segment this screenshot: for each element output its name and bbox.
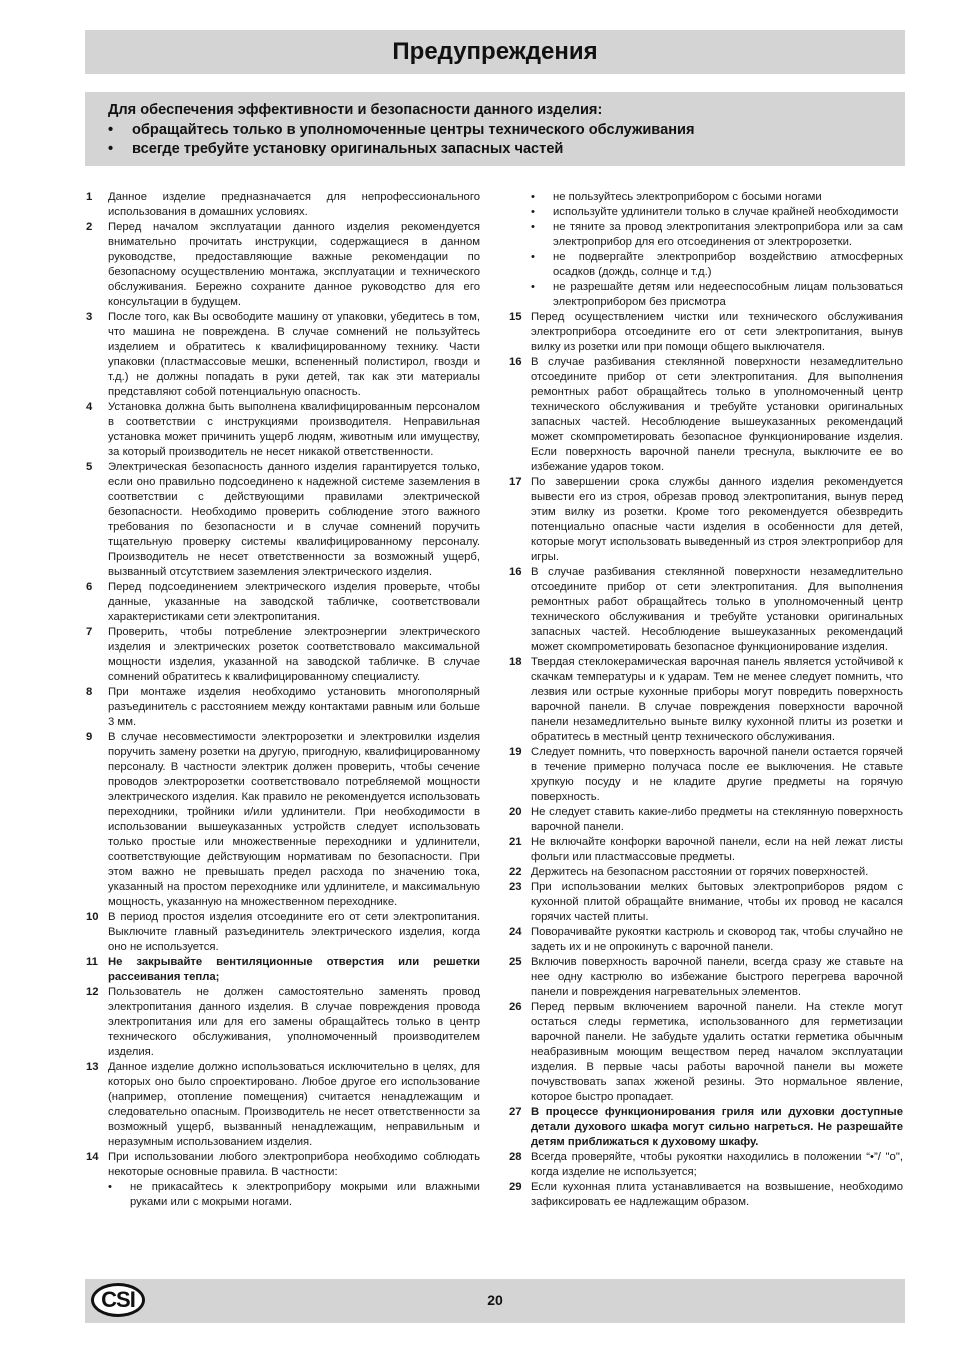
item-text: Включив поверхность варочной панели, всегда сразу же ставьте на нее одну кастрюлю во избежание быстрого перегрева варочной панели и повреждения нагревательных элементов. <box>531 956 903 998</box>
rule-bullet <box>531 280 903 310</box>
rule-bullet <box>531 250 903 280</box>
item-number: 28 <box>509 1151 522 1163</box>
warning-item <box>509 1105 903 1150</box>
right-column <box>509 190 903 1210</box>
warning-item <box>86 1060 480 1150</box>
item-number: 7 <box>86 626 93 638</box>
left-column <box>86 190 480 1210</box>
item-text: Не включайте конфорки варочной панели, если на ней лежат листы фольги или пластмассовые предметы. <box>531 836 903 863</box>
item-number: 20 <box>509 806 522 818</box>
warning-item <box>509 355 903 475</box>
item-number: 5 <box>86 461 93 473</box>
warning-item <box>86 310 480 400</box>
warning-item <box>86 1150 480 1180</box>
logo-text: CSI <box>101 1287 135 1312</box>
item-text: Перед началом эксплуатации данного изделия рекомендуется внимательно прочитать инструкции, содержащиеся в данном руководстве, предоставляющие важные рекомендации по безопасному осуществлению монтажа, эксплуатации и технического обслуживания. Бережно сохраните данное руководство для его консультации в будущем. <box>108 221 480 308</box>
rule-bullet <box>531 220 903 250</box>
item-text: В случае разбивания стеклянной поверхности незамедлительно отсоедините прибор от сети электропитания. Для выполнения ремонтных работ обращайтесь только в уполномоченный центр технического обслуживания и требуйте установки оригинальных запасных частей. Несоблюдение вышеуказанных рекомендаций может скомпрометировать безопасное функционирование изделия. Если поверхность варочной панели треснула, выключите ее во избежание ударов током. <box>531 356 903 473</box>
warning-item <box>86 460 480 580</box>
item-text: Данное изделие предназначается для непрофессионального использования в домашних условиях. <box>108 191 480 218</box>
page-number: 20 <box>487 1292 503 1308</box>
item-number: 12 <box>86 986 99 998</box>
warning-item <box>86 685 480 730</box>
warning-item <box>86 400 480 460</box>
warning-item <box>86 220 480 310</box>
item-text: При монтаже изделия необходимо установить многополярный разъединитель с расстоянием между контактами равным или больше 3 мм. <box>108 686 480 728</box>
item-number: 27 <box>509 1106 522 1118</box>
item-number: 26 <box>509 1001 522 1013</box>
warning-item <box>509 565 903 655</box>
item-text: В случае несовместимости электророзетки и электровилки изделия поручить замену розетки на другую, пригодную, квалифицированному персоналу. В частности электрик должен проверить, чтобы сечение проводов электророзетки соответствовало потребляемой мощности электрического изделия. Как правило не рекомендуется использовать переходники, тройники и/или удлинители. При необходимости в использовании вышеуказанных устройств следует использовать только простые или множественные переходники и удлинители, соответствующие действующим нормативам по безопасности. При этом важно не превышать предел расхода по значению тока, указанный на простом переходнике или удлинителе, и максимальную мощность, указанную на множественном переходнике. <box>108 731 480 908</box>
bullet-icon: • <box>108 141 114 157</box>
bullet-icon: • <box>108 121 114 138</box>
warning-item <box>509 835 903 865</box>
footer-bar <box>85 1279 905 1323</box>
item-number: 23 <box>509 881 522 893</box>
item-text: Установка должна быть выполнена квалифицированным персоналом в соответствии с инструкциями производителя. Неправильная установка может причинить ущерб людям, животным или имуществу, за который производитель не несет никакой ответственности. <box>108 401 480 458</box>
item-number: 4 <box>86 401 93 413</box>
item-number: 16 <box>509 566 522 578</box>
banner-bullet-text: обращайтесь только в уполномоченные центры технического обслуживания <box>132 121 695 138</box>
bullet-text: не пользуйтесь электроприбором с босыми ногами <box>553 191 822 203</box>
item-text: Держитесь на безопасном расстоянии от горячих поверхностей. <box>531 866 869 878</box>
item-text: В период простоя изделия отсоедините его от сети электропитания. Выключите главный разъединитель электрического изделия, когда оно не используется. <box>108 911 480 953</box>
warning-item <box>86 910 480 955</box>
title-bar <box>85 30 905 74</box>
warning-item <box>509 745 903 805</box>
banner-bullet-text: всегде требуйте установку оригинальных запасных частей <box>132 141 564 157</box>
item-text: Перед первым включением варочной панели. На стекле могут остаться следы герметика, использованного для герметизации варочной панели. Не забудьте удалить остатки герметика обычным неабразивным моющим веществом перед началом эксплуатации изделия. В первые часы работы варочной панели вы можете почувствовать запах жженой резины. Это нормальное явление, которое быстро пропадает. <box>531 1001 903 1103</box>
item-text: Не следует ставить какие-либо предметы на стеклянную поверхность варочной панели. <box>531 806 903 833</box>
bullet-text: не прикасайтесь к электроприбору мокрыми или влажными руками или с мокрыми ногами. <box>130 1181 480 1208</box>
item-text: Твердая стеклокерамическая варочная панель является устойчивой к скачкам температуры и к ударам. Тем не менее следует помнить, что лезвия или острые кухонные приборы могут повредить поверхность варочной панели. В случае повреждения поверхности варочной панели незамедлительно выньте вилку кухонной плиты из розетки и обратитесь в местный центр технического обслуживания. <box>531 656 903 743</box>
banner-bullet <box>108 140 905 160</box>
item-text: В процессе функционирования гриля или духовки доступные детали духового шкафа могут сильно нагреться. Не разрешайте детям приближаться к духовому шкафу. <box>531 1106 903 1148</box>
warning-item <box>509 880 903 925</box>
warning-item <box>509 1150 903 1180</box>
item-number: 29 <box>509 1181 522 1193</box>
bullet-icon: • <box>531 206 535 218</box>
bullet-icon: • <box>108 1181 112 1193</box>
item-text: При использовании мелких бытовых электроприборов рядом с кухонной плитой обращайте внимание, чтобы их провод не касался горячих частей плиты. <box>531 881 903 923</box>
item-number: 8 <box>86 686 93 698</box>
item-number: 11 <box>86 956 98 968</box>
safety-banner <box>85 92 905 166</box>
bullet-icon: • <box>531 191 535 203</box>
bullet-text: не тяните за провод электропитания электроприбора или за сам электроприбор для его отсоединения от электророзетки. <box>553 221 903 248</box>
warning-item <box>509 865 903 880</box>
warning-item <box>509 655 903 745</box>
page-title: Предупреждения <box>392 38 598 65</box>
warning-item <box>86 985 480 1060</box>
item-number: 9 <box>86 731 93 743</box>
rule-bullet <box>531 190 903 205</box>
warning-item <box>509 955 903 1000</box>
warning-item <box>509 925 903 955</box>
item-number: 10 <box>86 911 99 923</box>
item-text: В случае разбивания стеклянной поверхности незамедлительно отсоедините прибор от сети электропитания. Для выполнения ремонтных работ обращайтесь только в уполномоченный центр технического обслуживания и требуйте установки оригинальных запасных частей. Несоблюдение вышеуказанных рекомендаций может скомпрометировать безопасное функционирование изделия. <box>531 566 903 653</box>
bullet-text: используйте удлинители только в случае крайней необходимости <box>553 206 899 218</box>
bullet-icon: • <box>531 251 535 263</box>
item-text: После того, как Вы освободите машину от упаковки, убедитесь в том, что машина не повреждена. В случае сомнений не пользуйтесь изделием и обратитесь к квалифицированному технику. Части упаковки (пластмассовые мешки, вспененный полистирол, гвозди и т.д.) не должны попадать в руки детей, так как эти материалы представляют собой потенциальную опасность. <box>108 311 480 398</box>
item-number: 14 <box>86 1151 99 1163</box>
warning-item <box>509 310 903 355</box>
warning-item <box>509 475 903 565</box>
item-text: Перед подсоединением электрического изделия проверьте, чтобы данные, указанные на заводской табличке, соответствовали характеристиками сети электропитания. <box>108 581 480 623</box>
warning-item <box>86 580 480 625</box>
item-number: 1 <box>86 191 93 203</box>
warning-item <box>86 625 480 685</box>
item-text: Электрическая безопасность данного изделия гарантируется только, если оно правильно подсоединено к надежной системе заземления в соответствии с действующими правилами электрической безопасности. Необходимо проверить соблюдение этого важного требования по безопасности и в случае сомнений поручить тщательную проверку системы квалифицированному персоналу. Производитель не несет ответственности за возможный ущерб, вызванный отсутствием заземления электрического изделия. <box>108 461 480 578</box>
item-text: Если кухонная плита устанавливается на возвышение, необходимо зафиксировать ее надлежащим образом. <box>531 1181 903 1208</box>
bullet-text: не подвергайте электроприбор воздействию атмосферных осадков (дождь, солнце и т.д.) <box>553 251 903 278</box>
item-number: 22 <box>509 866 522 878</box>
item-number: 3 <box>86 311 93 323</box>
item-text: Поворачивайте рукоятки кастрюль и сковород так, чтобы случайно не задеть их и не опрокинуть с варочной панели. <box>531 926 903 953</box>
item-text: Всегда проверяйте, чтобы рукоятки находились в положении “•”/ "о", когда изделие не используется; <box>531 1151 903 1178</box>
item-number: 24 <box>509 926 522 938</box>
item-number: 6 <box>86 581 93 593</box>
item-number: 16 <box>509 356 522 368</box>
item-text: Следует помнить, что поверхность варочной панели остается горячей в течение примерно получаса после ее выключения. Не ставьте хрупкую посуду и не кладите другие предметы на горячую поверхность. <box>531 746 903 803</box>
item-text: Данное изделие должно использоваться исключительно в целях, для которых оно было спроектировано. Любое другое его использование (например, отопление помещения) считается ненадлежащим и следовательно опасным. Производитель не несет ответственности за возможный ущерб, вызванный ненадлежащим, неправильным и неразумным использованием изделия. <box>108 1061 480 1148</box>
warning-item <box>509 805 903 835</box>
item-number: 21 <box>509 836 522 848</box>
rule-bullet <box>531 205 903 220</box>
warning-item <box>509 1000 903 1105</box>
warning-item <box>86 730 480 910</box>
item-text: Проверить, чтобы потребление электроэнергии электрического изделия и электрических розеток соответствовало максимальной мощности изделия, указанной на заводской табличке. В случае сомнений обратитесь к квалифицированному специалисту. <box>108 626 480 683</box>
item-number: 25 <box>509 956 522 968</box>
item-number: 17 <box>509 476 522 488</box>
item-number: 18 <box>509 656 522 668</box>
banner-intro: Для обеспечения эффективности и безопасности данного изделия: <box>108 102 603 118</box>
warning-item <box>86 190 480 220</box>
rule-bullet <box>108 1180 480 1210</box>
item-number: 19 <box>509 746 522 758</box>
banner-bullet <box>108 121 905 141</box>
bullet-text: не разрешайте детям или недееспособным лицам пользоваться электроприбором без присмотра <box>553 281 903 308</box>
warning-item <box>509 1180 903 1210</box>
item-number: 2 <box>86 221 93 233</box>
warning-item <box>86 955 480 985</box>
bullet-icon: • <box>531 281 535 293</box>
item-text: Не закрывайте вентиляционные отверстия или решетки рассеивания тепла; <box>108 956 480 983</box>
item-text: При использовании любого электроприбора необходимо соблюдать некоторые основные правила. В частности: <box>108 1151 480 1178</box>
bullet-icon: • <box>531 221 535 233</box>
item-text: По завершении срока службы данного изделия рекомендуется вывести его из строя, обрезав провод электропитания, вынув перед этим вилку из розетки. Кроме того рекомендуется обезвредить потенциально опасные части изделия в особенности для детей, которые могут использовать выведенный из строя электроприбор для игры. <box>531 476 903 563</box>
item-text: Пользователь не должен самостоятельно заменять провод электропитания данного изделия. В случае повреждения провода электропитания или для его замены обращайтесь только в центр технического обслуживания, уполномоченный производителем изделия. <box>108 986 480 1058</box>
item-number: 15 <box>509 311 522 323</box>
item-number: 13 <box>86 1061 99 1073</box>
item-text: Перед осуществлением чистки или технического обслуживания электроприбора отсоедините его от сети электропитания, вынув вилку из розетки или при помощи общего выключателя. <box>531 311 903 353</box>
